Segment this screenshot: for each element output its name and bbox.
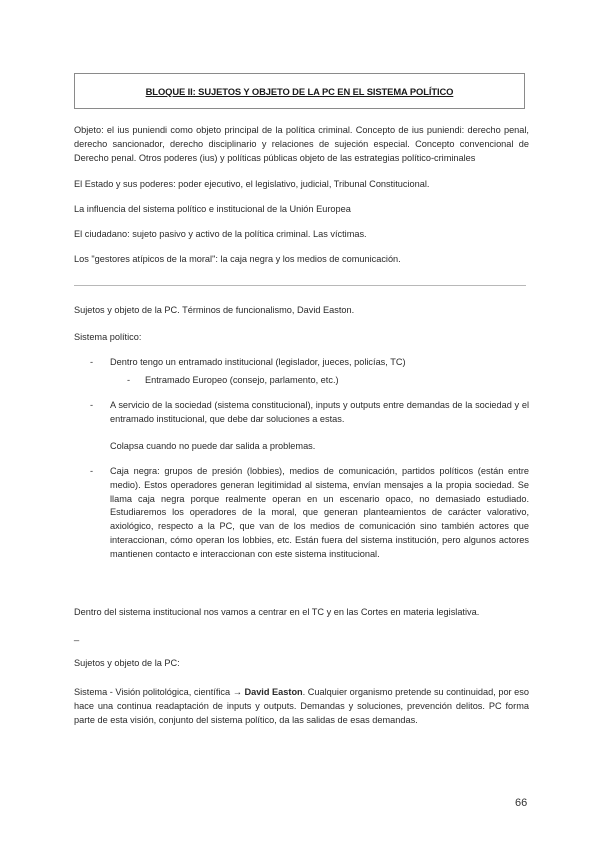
title-box [74, 73, 525, 109]
p1-start: Sistema - Visión politológica, científica [74, 687, 231, 697]
p1-rest: . Cualquier organismo pretende su continuidad, por eso hace una continua readaptación de inputs y outputs. Demandas y soluciones, prevención delitos. PC forma parte de esta visión, conjunto del sistema político, da las salidas de esas demandas. [74, 687, 529, 725]
bullet-3-text: Caja negra: grupos de presión (lobbies), medios de comunicación, partidos políticos (están entre medio). Estos operadores generan legitimidad al sistema, envían mensajes a la propia sociedad. Se llama caja negra porque realmente operan en un escenario opaco, no demasiado estudiado. Estudiaremos los operadores de la moral, que generan planteamientos de carácter valorativo, axiológico, respecto a la PC, que van de los medios de comunicación sino también actores que interaccionan, cómo operan los lobbies, etc. Están fuera del sistema institución, pero algunos actores mantienen contacto e interaccionan con este sistema institucional. [110, 466, 529, 559]
ciudadano-paragraph: El ciudadano: sujeto pasivo y activo de la política criminal. Las víctimas. [74, 229, 367, 239]
section2-heading: Sujetos y objeto de la PC: [74, 658, 180, 668]
page-title: BLOQUE II: SUJETOS Y OBJETO DE LA PC EN EL SISTEMA POLÍTICO [145, 85, 454, 97]
bullet-dash: - [90, 400, 94, 410]
bullet-dash: - [90, 466, 94, 476]
sub-bullet-1-text: Entramado Europeo (consejo, parlamento, etc.) [145, 375, 339, 385]
sub-bullet-dash: - [127, 375, 131, 385]
page-number: 66 [515, 797, 528, 809]
bullet-2-note: Colapsa cuando no puede dar salida a problemas. [110, 441, 316, 451]
sistema-vision-paragraph [74, 686, 529, 727]
underscore-separator: _ [74, 631, 80, 641]
horizontal-divider [74, 285, 526, 286]
dentro-paragraph: Dentro del sistema institucional nos vamos a centrar en el TC y en las Cortes en materia legislativa. [74, 607, 480, 617]
bullet-dash: - [90, 357, 94, 367]
estado-paragraph: El Estado y sus poderes: poder ejecutivo, el legislativo, judicial, Tribunal Constitucional. [74, 179, 430, 189]
objeto-paragraph: Objeto: el ius puniendi como objeto principal de la política criminal. Concepto de ius puniendi: derecho penal, derecho sancionador, derecho disciplinario y relaciones de sujeción especial. Concepto convencional de Derecho penal. Otros poderes (ius) y políticas públicas objeto de las estrategias político-criminales [74, 125, 529, 163]
section1-heading: Sujetos y objeto de la PC. Términos de funcionalismo, David Easton. [74, 305, 355, 315]
gestores-paragraph: Los "gestores atípicos de la moral": la caja negra y los medios de comunicación. [74, 254, 401, 264]
influencia-paragraph: La influencia del sistema político e institucional de la Unión Europea [74, 204, 351, 214]
arrow-icon: → [232, 687, 242, 697]
bullet-2-text: A servicio de la sociedad (sistema constitucional), inputs y outputs entre demandas de la sociedad y el entramado institucional, que debe dar soluciones a estas. [110, 400, 529, 424]
sistema-label: Sistema político: [74, 332, 142, 342]
easton-bold: David Easton [244, 687, 303, 697]
bullet-1-text: Dentro tengo un entramado institucional (legislador, jueces, policías, TC) [110, 357, 406, 367]
